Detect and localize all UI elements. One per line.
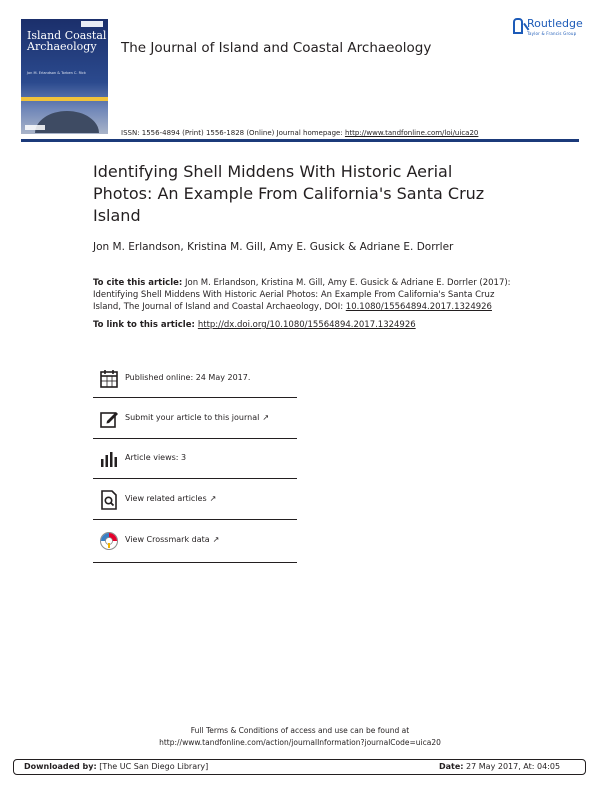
action-divider (93, 397, 297, 398)
cover-badge (81, 21, 103, 27)
crossmark-link[interactable] (125, 535, 219, 544)
published-online-label: Published online: 24 May 2017. (125, 373, 251, 382)
action-divider (93, 562, 297, 563)
cover-subtitle: Jon M. Erlandson & Torben C. Rick (27, 71, 86, 75)
download-date-value: 27 May 2017, At: 04:05 (463, 762, 561, 771)
article-views-item (93, 444, 297, 472)
submit-article-label: Submit your article to this journal (125, 413, 260, 422)
issn-text: ISSN: 1556-4894 (Print) 1556-1828 (Online) Journal homepage: (121, 129, 345, 137)
issn-line (121, 129, 478, 137)
download-date-label: Date: (439, 762, 464, 771)
header-divider (21, 139, 579, 142)
bar-chart-icon (99, 449, 119, 469)
action-divider (93, 438, 297, 439)
external-link-icon: ↗ (209, 494, 217, 503)
cite-label: To cite this article: (93, 278, 183, 288)
doi-link[interactable]: 10.1080/15564894.2017.1324926 (345, 302, 492, 312)
external-link-icon: ↗ (212, 535, 220, 544)
cover-publisher-mark (25, 125, 45, 130)
downloaded-by-label: Downloaded by: (24, 762, 97, 771)
publisher-logo (513, 17, 593, 41)
terms-notice (0, 725, 600, 749)
downloaded-by-value: [The UC San Diego Library] (96, 762, 209, 771)
external-link-icon: ↗ (262, 413, 270, 422)
submit-article-item[interactable] (93, 404, 297, 432)
article-link-line (93, 320, 416, 330)
download-date (439, 762, 560, 771)
article-views-label: Article views: 3 (125, 453, 187, 462)
crossmark-icon (99, 531, 119, 551)
cover-band (21, 97, 108, 101)
related-articles-link[interactable] (125, 494, 216, 503)
action-divider (93, 478, 297, 479)
calendar-icon (99, 369, 119, 389)
cover-title: Island Coastal Archaeology (27, 29, 107, 53)
crossmark-label: View Crossmark data (125, 535, 210, 544)
download-info-box (13, 759, 586, 775)
publisher-name: Routledge (527, 17, 583, 30)
journal-homepage-link[interactable]: http://www.tandfonline.com/loi/uica20 (344, 129, 479, 137)
article-title: Identifying Shell Middens With Historic Aerial Photos: An Example From California's Santa Cruz Island (93, 162, 485, 225)
related-articles-item[interactable] (93, 485, 297, 513)
journal-title: The Journal of Island and Coastal Archaeology (121, 40, 432, 56)
terms-line-1: Full Terms & Conditions of access and use can be found at (190, 726, 410, 735)
article-doi-url-link[interactable]: http://dx.doi.org/10.1080/15564894.2017.1324926 (197, 320, 416, 330)
document-search-icon (99, 490, 119, 510)
citation-block (93, 277, 523, 313)
submit-article-link[interactable] (125, 413, 269, 422)
routledge-icon (513, 18, 523, 34)
publisher-tagline: Taylor & Francis Group (527, 31, 577, 36)
crossmark-item[interactable] (93, 526, 297, 554)
journal-cover-image (21, 19, 108, 134)
terms-url-link[interactable]: http://www.tandfonline.com/action/journalInformation?journalCode=uica20 (159, 738, 441, 747)
link-label: To link to this article: (93, 320, 198, 330)
action-divider (93, 519, 297, 520)
cite-text: Jon M. Erlandson, Kristina M. Gill, Amy E. Gusick & Adriane E. Dorrler (2017): Identifying Shell Middens With Historic Aerial Photos: An Example From California's Santa Cruz Island, The Journal of Island and Coastal Archaeology, DOI: (93, 278, 511, 312)
article-authors: Jon M. Erlandson, Kristina M. Gill, Amy E. Gusick & Adriane E. Dorrler (93, 241, 454, 253)
related-articles-label: View related articles (125, 494, 207, 503)
edit-icon (99, 409, 119, 429)
published-online-item (93, 364, 297, 392)
downloaded-by (24, 762, 208, 771)
